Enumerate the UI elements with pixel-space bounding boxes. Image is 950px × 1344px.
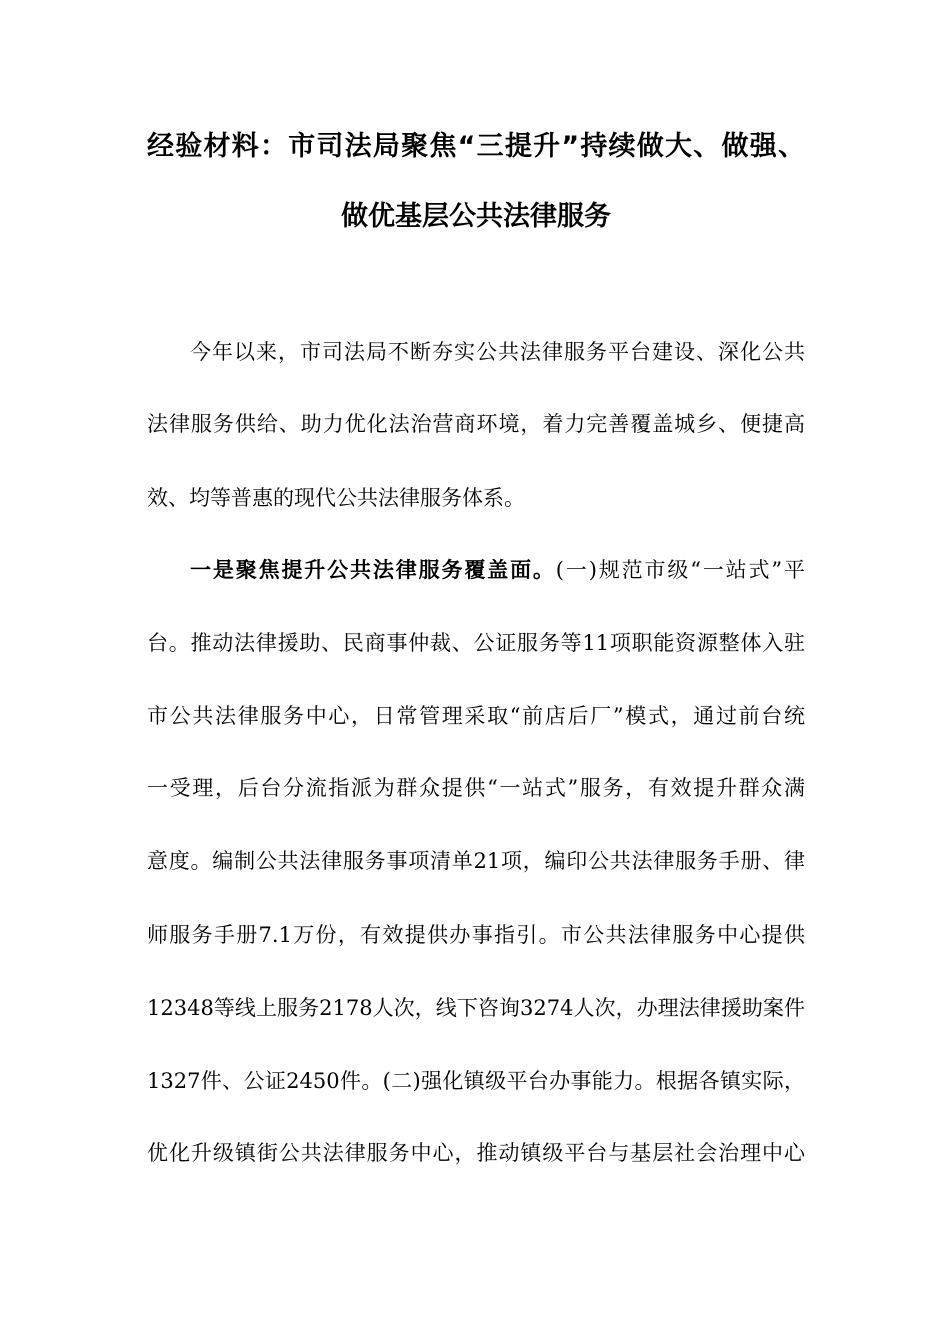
section-heading: 一是聚焦提升公共法律服务覆盖面。 bbox=[190, 557, 556, 582]
text-line: 一受理，后台分流指派为群众提供“一站式”服务，有效提升群众满 bbox=[147, 776, 805, 800]
text-line bbox=[190, 555, 805, 585]
text-line: 法律服务供给、助力优化法治营商环境，着力完善覆盖城乡、便捷高 bbox=[147, 412, 805, 436]
text-line: 1327件、公证2450件。(二)强化镇级平台办事能力。根据各镇实际， bbox=[147, 1069, 805, 1093]
text-line: 台。推动法律援助、民商事仲裁、公证服务等11项职能资源整体入驻 bbox=[147, 631, 805, 655]
text-line: 优化升级镇街公共法律服务中心，推动镇级平台与基层社会治理中心 bbox=[147, 1141, 805, 1165]
text-line: 意度。编制公共法律服务事项清单21项，编印公共法律服务手册、律 bbox=[147, 849, 805, 873]
text-line: 市公共法律服务中心，日常管理采取“前店后厂”模式，通过前台统 bbox=[147, 704, 805, 728]
text-run: (一)规范市级“一站式”平 bbox=[555, 558, 805, 582]
document-title-line-2: 做优基层公共法律服务 bbox=[341, 201, 611, 232]
document-title-line-1: 经验材料：市司法局聚焦“三提升”持续做大、做强、 bbox=[147, 131, 805, 162]
text-line: 效、均等普惠的现代公共法律服务体系。 bbox=[147, 486, 525, 510]
text-line: 今年以来，市司法局不断夯实公共法律服务平台建设、深化公共 bbox=[190, 340, 805, 364]
text-line: 12348等线上服务2178人次，线下咨询3274人次，办理法律援助案件 bbox=[147, 996, 805, 1020]
text-line: 师服务手册7.1万份，有效提供办事指引。市公共法律服务中心提供 bbox=[147, 923, 805, 947]
